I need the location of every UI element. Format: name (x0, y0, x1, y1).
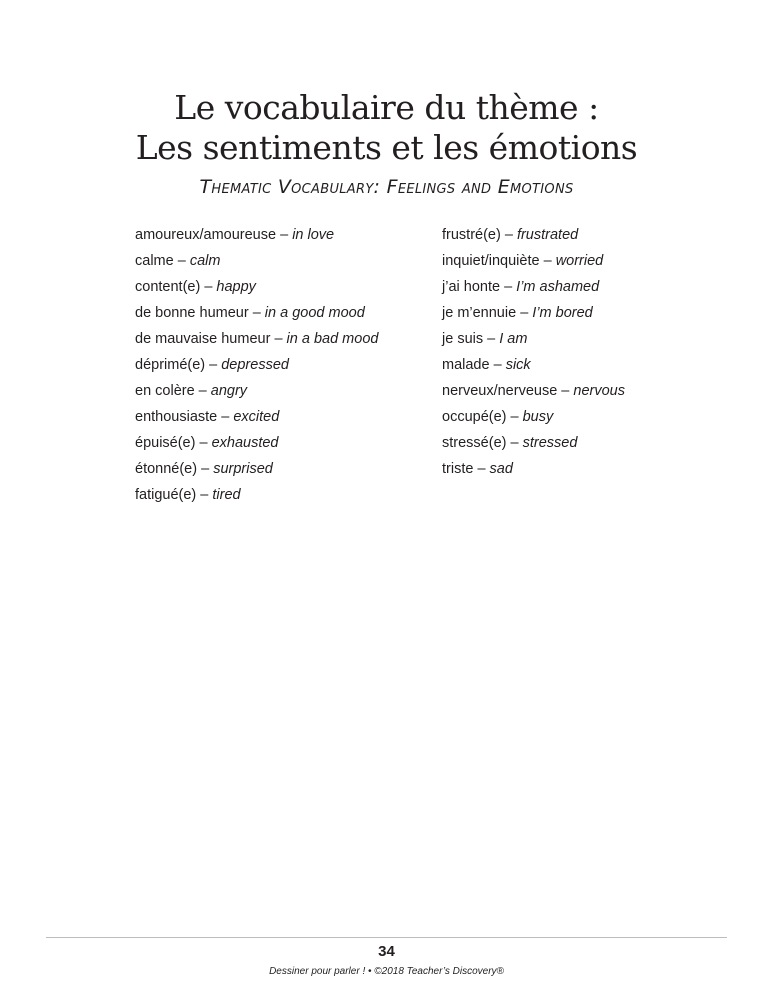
french-term: je m’ennuie (442, 305, 517, 321)
vocabulary-entry (442, 456, 625, 482)
term-separator: – (196, 487, 213, 503)
english-translation: sad (489, 461, 513, 477)
english-translation: calm (189, 253, 221, 269)
vocabulary-entry (135, 430, 378, 456)
vocabulary-entry (135, 300, 378, 326)
english-translation: angry (210, 383, 248, 399)
term-separator: – (500, 227, 517, 243)
term-separator: – (516, 305, 533, 321)
english-translation: excited (233, 409, 280, 425)
english-translation: I’m ashamed (516, 279, 600, 295)
french-term: en colère (135, 383, 195, 399)
french-term: stressé(e) (442, 435, 507, 451)
french-term: étonné(e) (135, 461, 198, 477)
english-translation: I am (499, 331, 528, 347)
english-translation: worried (555, 253, 604, 269)
english-translation: happy (216, 279, 256, 295)
term-separator: – (194, 383, 211, 399)
french-term: j’ai honte (442, 279, 501, 295)
french-term: frustré(e) (442, 227, 501, 243)
vocabulary-entry (442, 378, 625, 404)
term-separator: – (195, 435, 212, 451)
french-term: je suis (442, 331, 484, 347)
french-term: inquiet/inquiète (442, 253, 540, 269)
term-separator: – (200, 279, 217, 295)
term-separator: – (276, 227, 293, 243)
footer-credit: Dessiner pour parler ! • ©2018 Teacher’s Discovery® (269, 966, 504, 977)
vocabulary-entry (442, 430, 625, 456)
term-separator: – (489, 357, 506, 373)
vocabulary-entry (135, 222, 378, 248)
english-translation: in a good mood (264, 305, 365, 321)
term-separator: – (217, 409, 234, 425)
vocabulary-entry (135, 378, 378, 404)
vocabulary-entry (135, 456, 378, 482)
english-translation: frustrated (516, 227, 579, 243)
term-separator: – (197, 461, 214, 477)
french-term: content(e) (135, 279, 201, 295)
french-term: occupé(e) (442, 409, 507, 425)
vocabulary-entry (442, 274, 625, 300)
vocabulary-entry (442, 326, 625, 352)
english-translation: busy (522, 409, 554, 425)
english-translation: stressed (522, 435, 578, 451)
term-separator: – (506, 409, 523, 425)
vocabulary-entry (135, 248, 378, 274)
french-term: déprimé(e) (135, 357, 206, 373)
term-separator: – (539, 253, 556, 269)
english-translation: exhausted (211, 435, 279, 451)
footer-divider (46, 937, 727, 938)
french-term: fatigué(e) (135, 487, 197, 503)
french-term: triste (442, 461, 474, 477)
term-separator: – (270, 331, 287, 347)
vocabulary-entry (135, 482, 378, 508)
vocabulary-entry (442, 352, 625, 378)
english-translation: in love (292, 227, 335, 243)
title-line-1: Le vocabulaire du thème : (174, 88, 599, 127)
term-separator: – (173, 253, 190, 269)
vocabulary-entry (135, 326, 378, 352)
french-term: épuisé(e) (135, 435, 196, 451)
english-translation: depressed (221, 357, 289, 373)
title-line-2: Les sentiments et les émotions (135, 128, 638, 167)
term-separator: – (205, 357, 222, 373)
term-separator: – (500, 279, 517, 295)
english-translation: tired (212, 487, 241, 503)
vocabulary-list-left (135, 222, 378, 508)
french-term: enthousiaste (135, 409, 218, 425)
french-term: calme (135, 253, 174, 269)
vocabulary-entry (442, 404, 625, 430)
french-term: de bonne humeur (135, 305, 249, 321)
term-separator: – (248, 305, 265, 321)
english-translation: I’m bored (532, 305, 593, 321)
vocabulary-entry (442, 222, 625, 248)
french-term: amoureux/amoureuse (135, 227, 277, 243)
vocabulary-entry (135, 352, 378, 378)
vocabulary-entry (442, 300, 625, 326)
english-translation: in a bad mood (286, 331, 379, 347)
french-term: de mauvaise humeur (135, 331, 271, 347)
french-term: malade (442, 357, 490, 373)
page-subtitle: Thematic Vocabulary: Feelings and Emotions (199, 176, 574, 198)
english-translation: surprised (213, 461, 273, 477)
vocabulary-entry (135, 404, 378, 430)
term-separator: – (483, 331, 500, 347)
english-translation: sick (505, 357, 531, 373)
vocabulary-entry (442, 248, 625, 274)
vocabulary-entry (135, 274, 378, 300)
vocabulary-list-right (442, 222, 625, 482)
term-separator: – (506, 435, 523, 451)
french-term: nerveux/nerveuse (442, 383, 558, 399)
term-separator: – (473, 461, 490, 477)
page-number: 34 (378, 943, 395, 960)
term-separator: – (557, 383, 574, 399)
page-title (0, 88, 773, 168)
english-translation: nervous (573, 383, 625, 399)
